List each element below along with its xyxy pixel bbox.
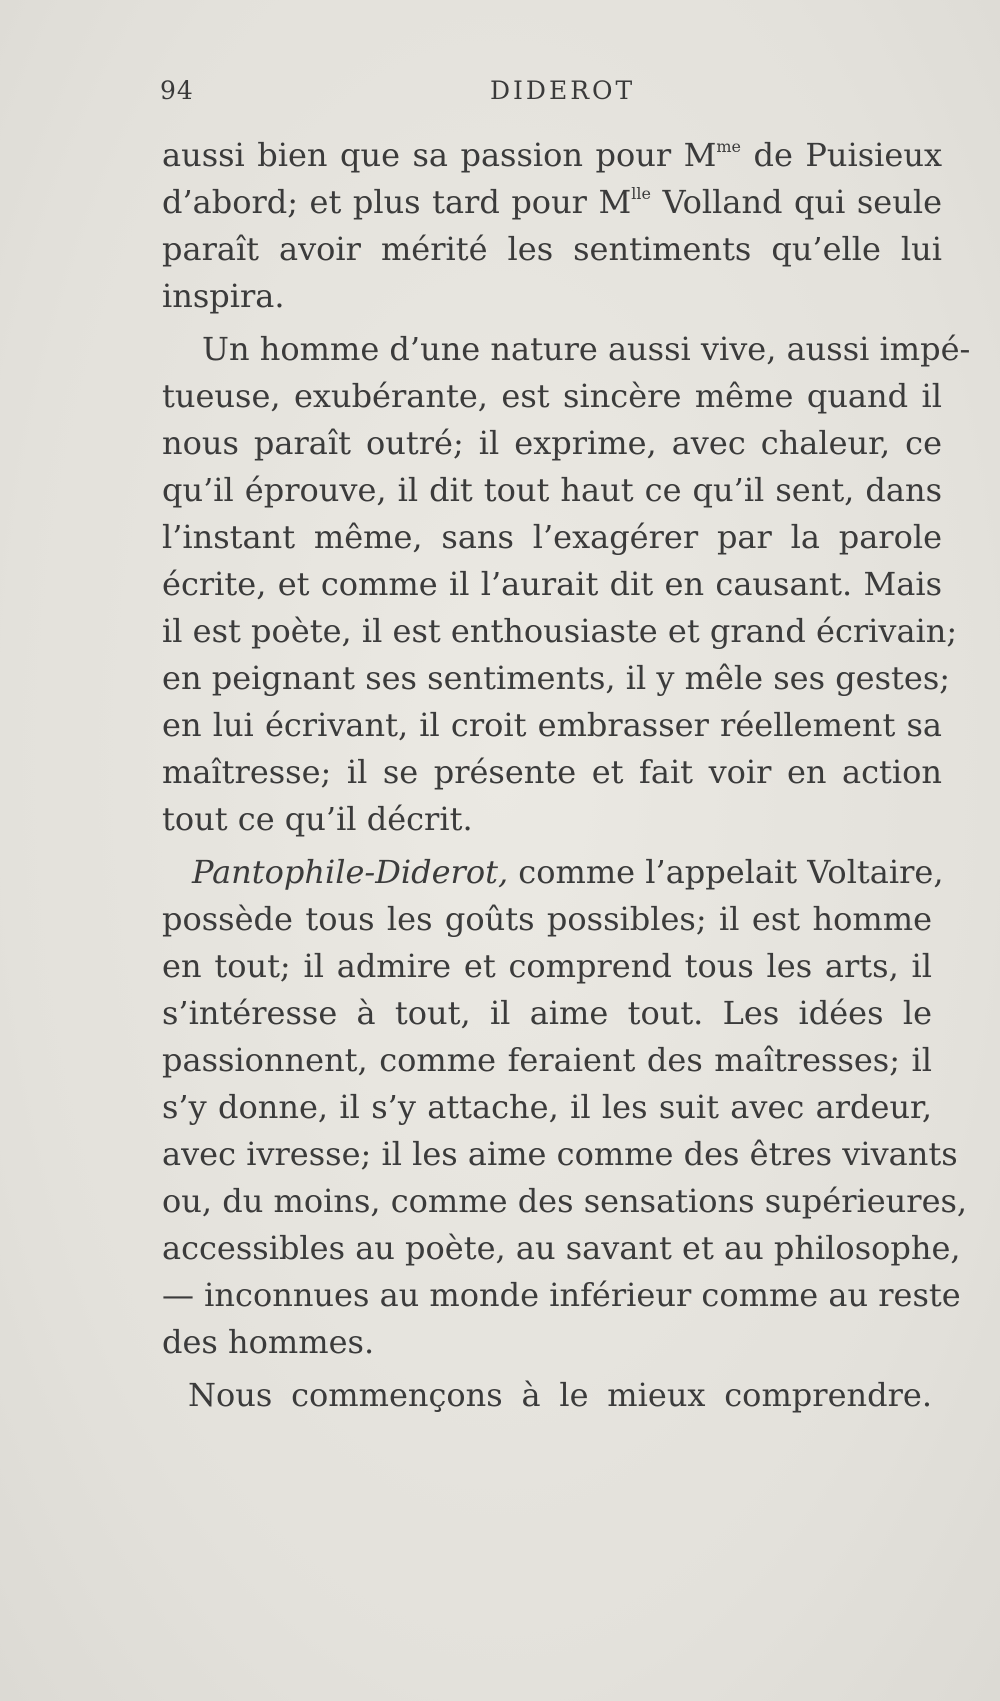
- text-line: s’intéresse à tout, il aime tout. Les idées le: [162, 994, 932, 1032]
- page-header: [160, 76, 940, 116]
- text-line: en tout; il admire et comprend tous les arts, il: [162, 947, 932, 985]
- text-line: avec ivresse; il les aime comme des êtres vivants: [162, 1135, 958, 1173]
- text-line: accessibles au poète, au savant et au philosophe,: [162, 1229, 961, 1267]
- running-head: DIDEROT: [490, 76, 636, 105]
- text-line: aussi bien que sa passion pour $M^{me}$ de Puisieux: [162, 136, 942, 174]
- text-line: ou, du moins, comme des sensations supérieures,: [162, 1182, 968, 1220]
- text-line: Nous commençons à le mieux comprendre.: [188, 1376, 932, 1414]
- text-line: qu’il éprouve, il dit tout haut ce qu’il sent, dans: [162, 471, 942, 509]
- text-line: s’y donne, il s’y attache, il les suit avec ardeur,: [162, 1088, 932, 1126]
- text-line: possède tous les goûts possibles; il est homme: [162, 900, 932, 938]
- text-line: passionnent, comme feraient des maîtresses; il: [162, 1041, 932, 1079]
- text-line: paraît avoir mérité les sentiments qu’elle lui: [162, 230, 942, 268]
- text-line: inspira.: [162, 277, 285, 315]
- text-line: écrite, et comme il l’aurait dit en causant. Mais: [162, 565, 942, 603]
- text-line: l’instant même, sans l’exagérer par la parole: [162, 518, 942, 556]
- italic-name: Pantophile-Diderot,: [192, 853, 509, 891]
- page-number: 94: [160, 76, 194, 105]
- text-line: des hommes.: [162, 1323, 375, 1361]
- text-line: en peignant ses sentiments, il y mêle ses gestes;: [162, 659, 951, 697]
- text-line: maîtresse; il se présente et fait voir en action: [162, 753, 942, 791]
- text-line: il est poète, il est enthousiaste et grand écrivain;: [162, 612, 958, 650]
- text-line: en lui écrivant, il croit embrasser réellement sa: [162, 706, 942, 744]
- text-line: tout ce qu’il décrit.: [162, 800, 473, 838]
- text-line: nous paraît outré; il exprime, avec chaleur, ce: [162, 424, 942, 462]
- text-line: Pantophile-Diderot, comme l’appelait Voltaire,: [192, 853, 944, 891]
- text-line: d’abord; et plus tard pour $M^{lle}$ Volland qui seule: [162, 183, 943, 221]
- text-line: tueuse, exubérante, est sincère même quand il: [162, 377, 942, 415]
- text-line: — inconnues au monde inférieur comme au reste: [162, 1276, 961, 1314]
- text-line: Un homme d’une nature aussi vive, aussi impé-: [202, 330, 971, 368]
